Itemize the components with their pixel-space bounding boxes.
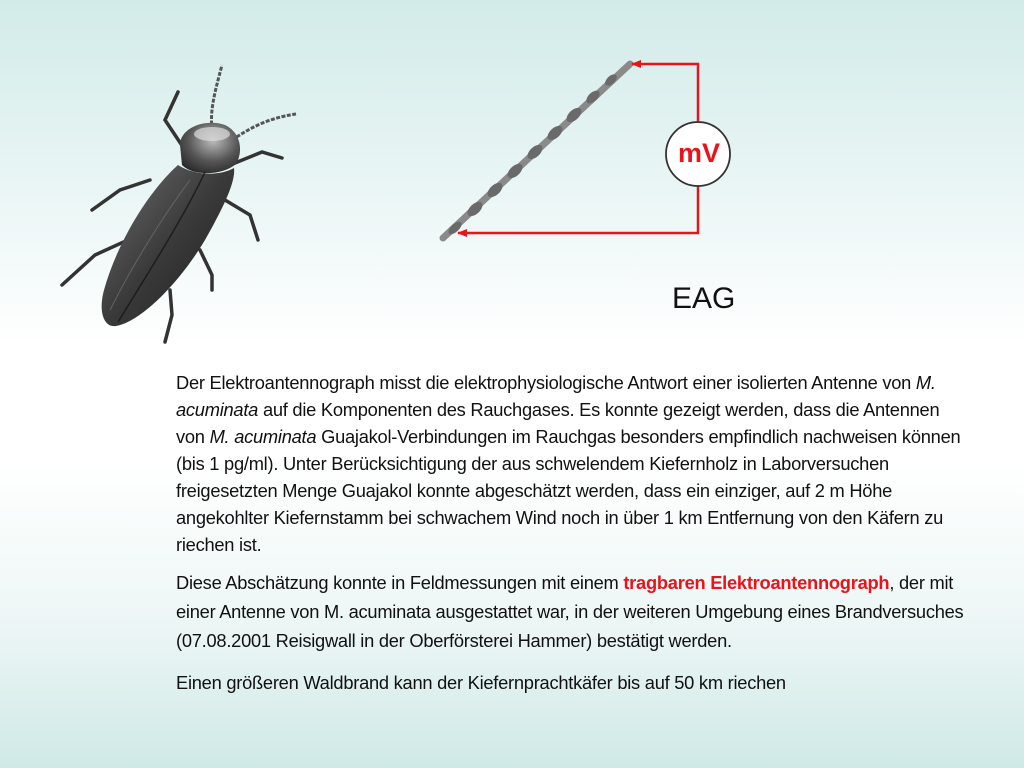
paragraph-text: Guajakol-Verbindungen im Rauchgas besonders empfindlich nachweisen können (bis 1 pg/ml). Unter Berücksichtigung der aus schwelendem Kiefernholz in Laborversuchen freigesetzten Menge Guajakol konnte abgeschätzt werden, dass ein einziger, auf 2 m Höhe angekohlter Kiefernstamm bei schwachem Wind noch in über 1 km Entfernung von den Käfern zu riechen ist. bbox=[176, 426, 961, 555]
antenna-icon bbox=[443, 64, 630, 238]
meter-label: mV bbox=[677, 138, 721, 168]
paragraph-conclusion: Einen größeren Waldbrand kann der Kiefernprachtkäfer bis auf 50 km riechen bbox=[176, 672, 786, 693]
paragraph-text: , der mit einer Antenne von M. acuminata ausgestattet war, in der weiteren Umgebung eines Brandversuches (07.08.2001 Reisigwall in der Oberförsterei Hammer) bestätigt werden. bbox=[176, 572, 964, 651]
species-name: M. acuminata bbox=[209, 426, 317, 447]
paragraph-eag-description bbox=[176, 369, 966, 558]
species-name: M. acuminata bbox=[176, 372, 936, 420]
electrode-wires bbox=[458, 64, 698, 233]
paragraph-field-measurement bbox=[176, 568, 966, 655]
paragraph-text: auf die Komponenten des Rauchgases. Es konnte gezeigt werden, dass die Antennen von bbox=[176, 399, 940, 447]
method-label: EAG bbox=[672, 282, 736, 315]
paragraph-text: Diese Abschätzung konnte in Feldmessungen mit einem bbox=[176, 572, 624, 593]
illustration bbox=[0, 0, 1024, 360]
beetle-icon bbox=[62, 65, 296, 342]
highlight-portable-eag: tragbaren Elektroantennograph bbox=[623, 572, 890, 593]
paragraph-text: Der Elektroantennograph misst die elektrophysiologische Antwort einer isolierten Antenne von bbox=[176, 372, 916, 393]
